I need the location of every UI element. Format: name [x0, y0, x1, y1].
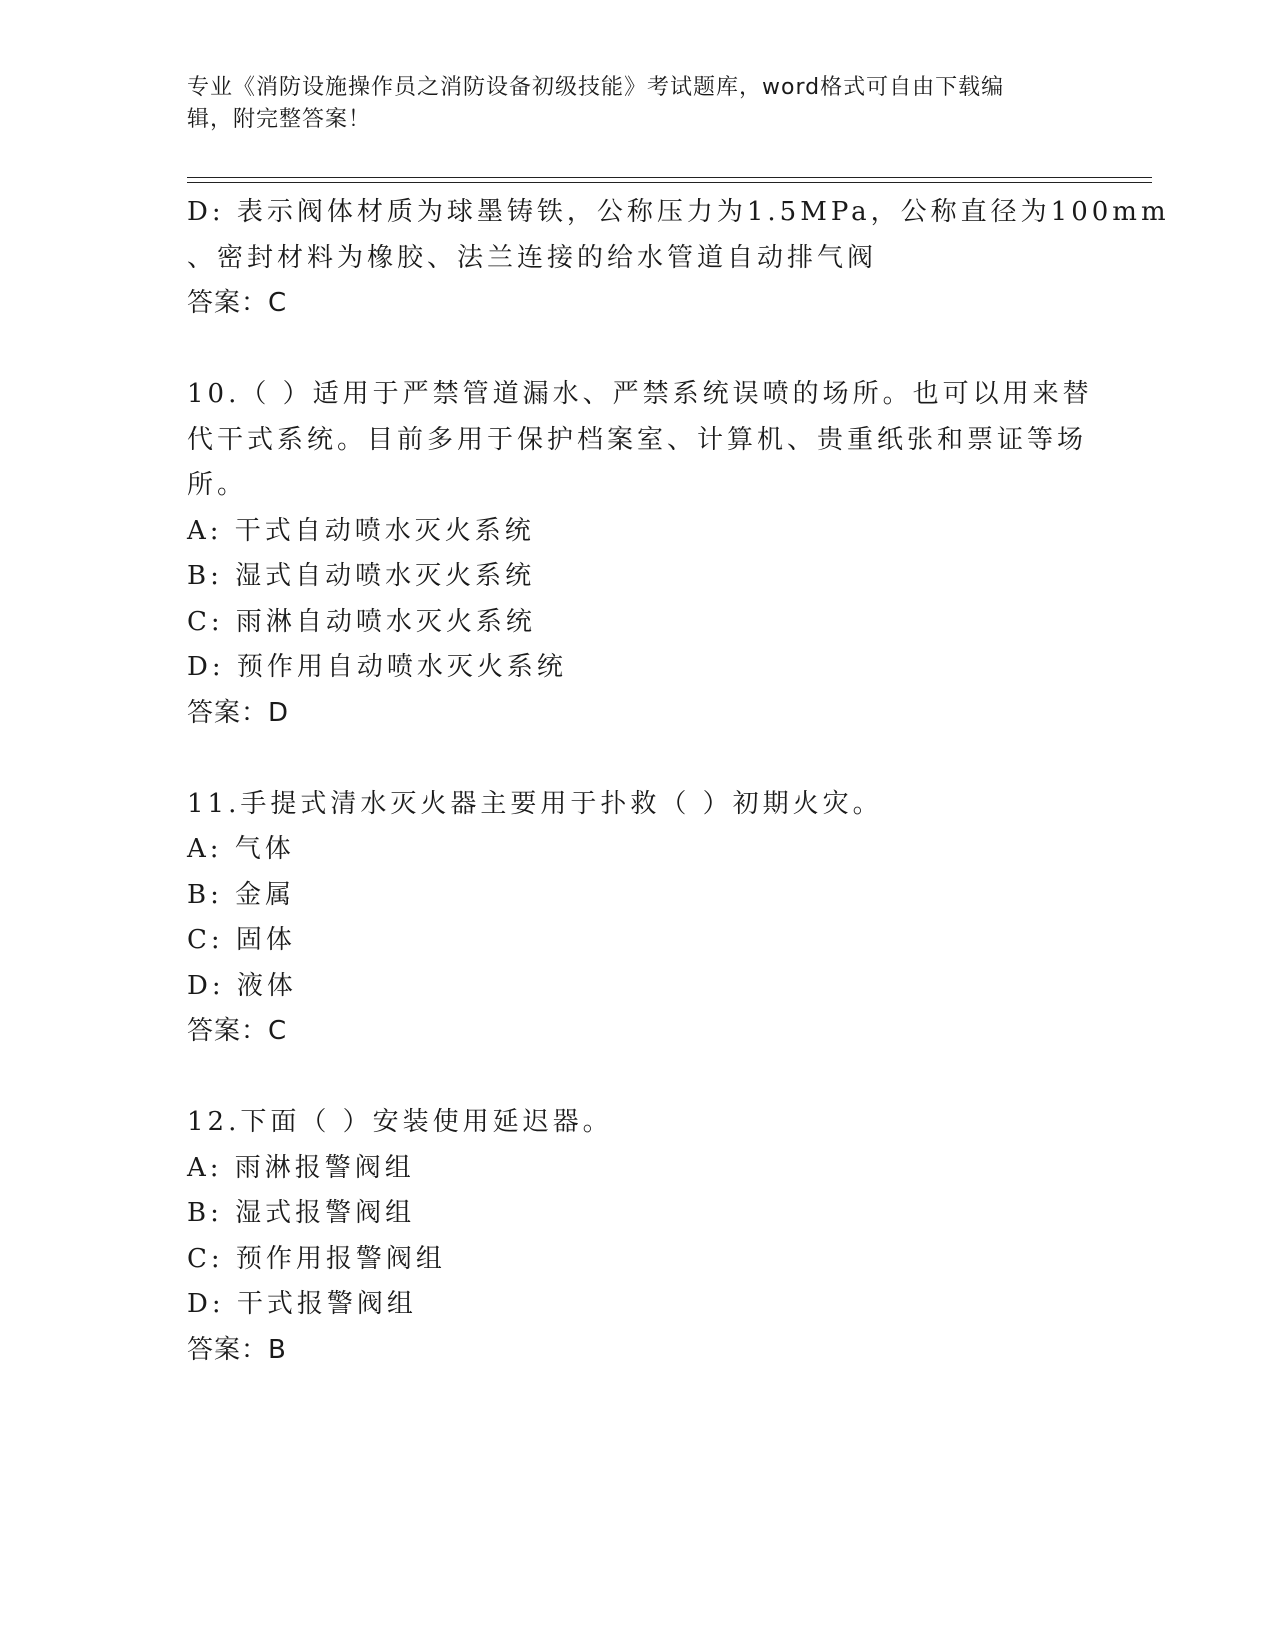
question-11 [187, 782, 1087, 1055]
option-b: B: 金属 [187, 879, 296, 910]
header-line-1: 专业《消防设施操作员之消防设备初级技能》考试题库，word格式可自由下载编 [187, 75, 1005, 100]
header-divider-bottom [187, 182, 1152, 183]
option-a: A: 干式自动喷水灭火系统 [187, 515, 535, 546]
prev-question-block [187, 190, 1170, 327]
option-c: C: 雨淋自动喷水灭火系统 [187, 606, 536, 637]
option-c: C: 固体 [187, 925, 296, 955]
question-content [187, 190, 1170, 1373]
answer-line: 答案：B [187, 1334, 287, 1365]
option-d: D: 干式报警阀组 [187, 1289, 417, 1319]
answer-line: 答案：C [187, 1016, 288, 1046]
question-12 [187, 1100, 1087, 1373]
option-d: D: 预作用自动喷水灭火系统 [187, 652, 567, 682]
question-text: 12.下面（ ）安装使用延迟器。 [187, 1107, 613, 1137]
option-b: B: 湿式报警阀组 [187, 1198, 416, 1228]
header-divider-top [187, 177, 1152, 178]
option-c: C: 预作用报警阀组 [187, 1243, 446, 1274]
option-d: D: 液体 [187, 970, 297, 1001]
question-text: 10.（ ）适用于严禁管道漏水、严禁系统误喷的场所。也可以用来替 [187, 379, 1093, 409]
question-text: 11.手提式清水灭火器主要用于扑救（ ）初期火灾。 [187, 788, 883, 819]
option-d: D: 表示阀体材质为球墨铸铁，公称压力为1.5MPa，公称直径为100mm [187, 197, 1170, 227]
question-text-continued: 代干式系统。目前多用于保护档案室、计算机、贵重纸张和票证等场 [187, 424, 1088, 455]
option-b: B: 湿式自动喷水灭火系统 [187, 561, 536, 591]
header-line-2: 辑，附完整答案！ [187, 107, 372, 132]
answer-line: 答案：D [187, 697, 290, 728]
answer-line: 答案：C [187, 288, 288, 318]
option-a: A: 气体 [187, 834, 295, 864]
question-text-continued: 所。 [187, 470, 248, 500]
document-header [187, 72, 1067, 136]
option-d-continued: 、密封材料为橡胶、法兰连接的给水管道自动排气阀 [187, 242, 878, 273]
option-a: A: 雨淋报警阀组 [187, 1152, 415, 1183]
question-10 [187, 372, 1093, 736]
